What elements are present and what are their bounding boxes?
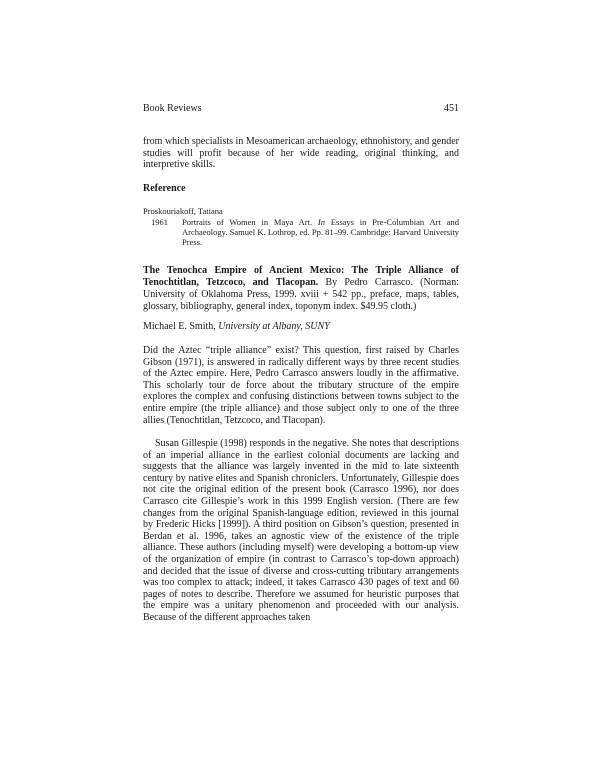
book-details: By Pedro Carrasco. (Norman: University of Oklahoma Press, 1999. xviii + 542 pp., preface, maps, tables, glossary, bibliography, general index, toponym index. $49.95 cloth.) <box>143 277 460 312</box>
reviewer-line <box>143 321 330 333</box>
running-head <box>143 103 459 115</box>
book-title: The Tenochca Empire of Ancient Mexico: The Triple Alliance of Tenochtitlan, Tetzcoco, and Tlacopan. <box>143 265 459 288</box>
reference-text-in: In <box>317 217 325 227</box>
intro-paragraph: from which specialists in Mesoamerican archaeology, ethnohistory, and gender studies will profit because of her wide reading, original thinking, and interpretive skills. <box>143 136 459 171</box>
reference-author: Proskouriakoff, Tatiana <box>143 206 223 216</box>
reviewer-affiliation: University at Albany, SUNY <box>218 321 330 332</box>
running-head-title: Book Reviews <box>143 103 202 114</box>
reference-year: 1961 <box>151 217 168 227</box>
page-number: 451 <box>444 103 459 114</box>
reference-text <box>182 217 459 247</box>
reference-heading: Reference <box>143 183 186 194</box>
book-citation <box>143 265 459 313</box>
reference-text-part1: Portraits of Women in Maya Art. <box>182 217 318 227</box>
reviewer-name: Michael E. Smith, <box>143 321 219 332</box>
reference-text-part2: Essays in Pre-Columbian Art and Archaeology. Samuel K. Lothrop, ed. Pp. 81–99. Cambridge: Harvard University Press. <box>182 217 459 247</box>
body-paragraph-2: Susan Gillespie (1998) responds in the negative. She notes that descriptions of an imperial alliance in the earliest colonial documents are lacking and suggests that the alliance was largely invented in the mid to late sixteenth century by native elites and Spanish chroniclers. Unfortunately, Gillespie does not cite the original edition of the present book (Carrasco 1996), nor does Carrasco cite Gillespie’s work in this 1999 English version. (There are few changes from the original Spanish-language edition, reviewed in this journal by Frederic Hicks [1999]). A third position on Gibson’s question, presented in Berdan et al. 1996, takes an agnostic view of the existence of the triple alliance. These authors (including myself) were developing a bottom-up view of the organization of empire (in contrast to Carrasco’s top-down approach) and decided that the issue of diverse and cross-cutting tributary arrangements was too complex to attack; indeed, it takes Carrasco 430 pages of text and 60 pages of notes to describe. Therefore we assumed for heuristic purposes that the empire was a unitary phenomenon and proceeded with our analysis. Because of the different approaches taken <box>143 438 459 623</box>
body-paragraph-1: Did the Aztec “triple alliance” exist? This question, first raised by Charles Gibson (1971), is answered in radically different ways by three recent studies of the Aztec empire. Here, Pedro Carrasco answers loudly in the affirmative. This scholarly tour de force about the tributary structure of the empire explores the complex and confusing distinctions between towns subject to the entire empire (the triple alliance) and those subject only to one of the three allies (Tenochtitlan, Tetzcoco, and Tlacopan). <box>143 345 459 426</box>
